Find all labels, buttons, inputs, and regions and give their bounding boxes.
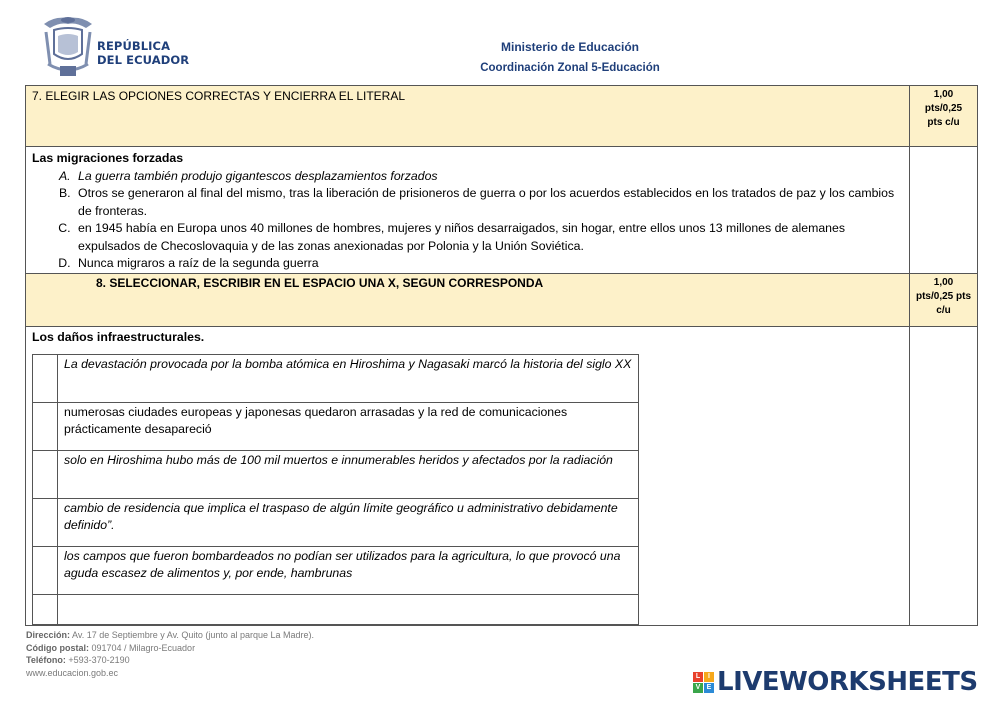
question-8-points: 1,00 pts/0,25 pts c/u [910, 273, 978, 326]
table-row [33, 450, 639, 498]
statement-5: los campos que fueron bombardeados no podían ser utilizados para la agricultura, lo que provocó una aguda escasez de alimentos y, por ende, hambrunas [58, 546, 639, 594]
statement-3: solo en Hiroshima hubo más de 100 mil muertos e innumerables heridos y afectados por la radiación [58, 450, 639, 498]
table-row [33, 594, 639, 624]
migrations-section [26, 147, 910, 274]
phone-label: Teléfono: [26, 655, 66, 665]
damages-section [26, 326, 910, 625]
table-row [33, 498, 639, 546]
answer-box-5[interactable] [33, 546, 58, 594]
option-d[interactable]: D. Nunca migraros a raíz de la segunda guerra [74, 255, 903, 273]
answer-box-1[interactable] [33, 354, 58, 402]
page-header [0, 0, 1000, 85]
migrations-options [32, 168, 903, 273]
address-label: Dirección: [26, 630, 71, 640]
answer-box-3[interactable] [33, 450, 58, 498]
option-b[interactable]: B. Otros se generaron al final del mismo, tras la liberación de prisioneros de guerra o por los acuerdos establecidos en los tratados de paz y los cambios de fronteras. [74, 185, 903, 220]
address-value: Av. 17 de Septiembre y Av. Quito (junto al parque La Madre). [70, 630, 314, 640]
damages-heading: Los daños infraestructurales. [32, 329, 205, 344]
liveworksheets-brand: LIVEWORKSHEETS [717, 667, 978, 697]
question-8-title: 8. SELECCIONAR, ESCRIBIR EN EL ESPACIO UNA X, SEGUN CORRESPONDA [26, 273, 910, 326]
option-c[interactable]: C. en 1945 había en Europa unos 40 millones de hombres, mujeres y niños desarraigados, sin hogar, entre ellos unos 13 millones de alemanes expulsados de Checoslovaquia y de las zonas anexionadas por Polonia y la Unión Soviética. [74, 220, 903, 255]
answer-box-2[interactable] [33, 402, 58, 450]
answer-box-6[interactable] [33, 594, 58, 624]
website-link[interactable]: www.educacion.gob.ec [26, 667, 119, 678]
statement-6 [58, 594, 639, 624]
page-footer [26, 629, 314, 679]
damages-score-cell [910, 326, 978, 625]
table-row [33, 402, 639, 450]
migrations-heading: Las migraciones forzadas [32, 151, 184, 165]
table-row [33, 354, 639, 402]
option-a[interactable]: A. La guerra también produjo gigantescos desplazamientos forzados [74, 168, 903, 186]
damages-table [32, 354, 639, 625]
postal-label: Código postal: [26, 642, 89, 653]
phone-value: +593-370-2190 [65, 655, 130, 665]
worksheet-table [25, 85, 978, 626]
liveworksheets-logo [693, 668, 978, 696]
migrations-score-cell [910, 147, 978, 274]
liveworksheets-logo-icon: L I V E [693, 672, 714, 693]
statement-2: numerosas ciudades europeas y japonesas quedaron arrasadas y la red de comunicaciones prácticamente desapareció [58, 402, 639, 450]
country-name: REPÚBLICA DEL ECUADOR [97, 39, 190, 67]
question-7-title: 7. ELEGIR LAS OPCIONES CORRECTAS Y ENCIERRA EL LITERAL [26, 86, 910, 147]
answer-box-4[interactable] [33, 498, 58, 546]
table-row [33, 546, 639, 594]
statement-4: cambio de residencia que implica el traspaso de algún límite geográfico u administrativo debidamente definido”. [58, 498, 639, 546]
statement-1: La devastación provocada por la bomba atómica en Hiroshima y Nagasaki marcó la historia del siglo XX [58, 354, 639, 402]
postal-value: 091704 / Milagro-Ecuador [89, 642, 196, 653]
question-7-points: 1,00 pts/0,25 pts c/u [910, 86, 978, 147]
ministry-title: Ministerio de Educación [500, 40, 640, 54]
zonal-coordination: Coordinación Zonal 5-Educación [480, 62, 660, 74]
